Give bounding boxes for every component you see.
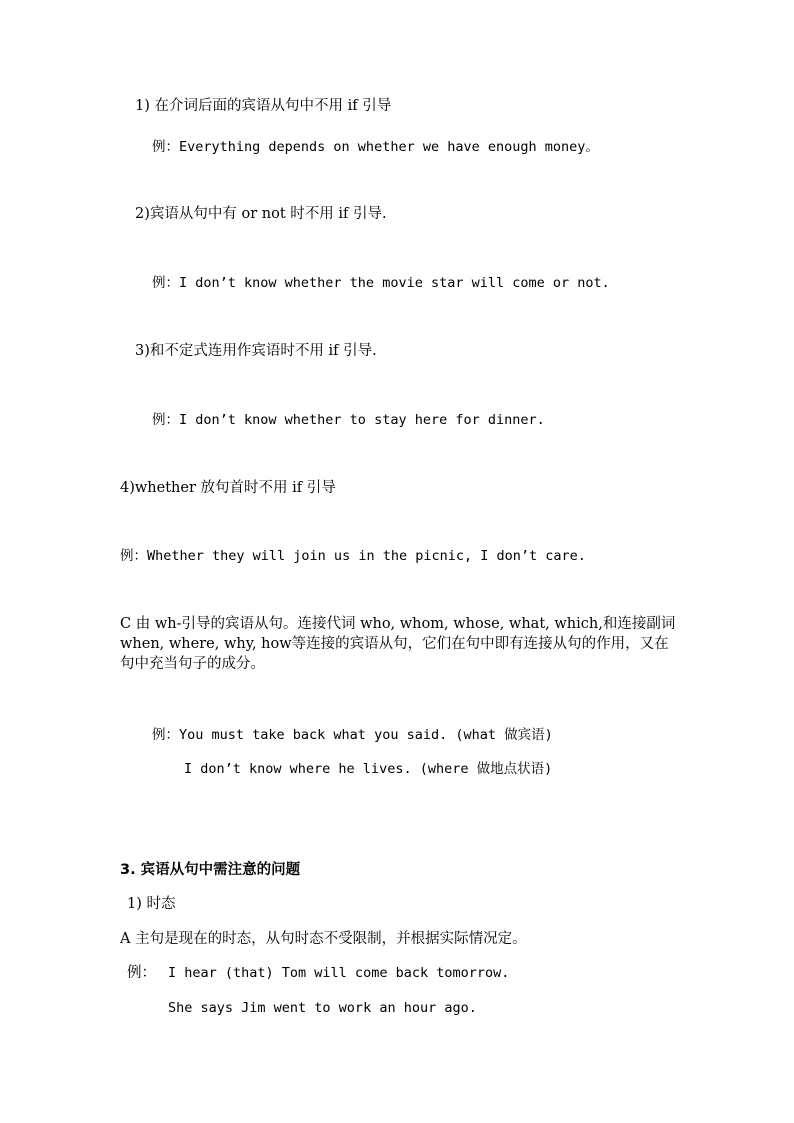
rule-1-title: 1) 在介词后面的宾语从句中不用 if 引导: [135, 98, 392, 114]
section-c-paragraph: C 由 wh-引导的宾语从句。连接代词 who, whom, whose, what, which,和连接副词 when, where, why, how等连接的宾语从句，它们在句中即有连接从句的作用，又在句中充当句子的成分。: [120, 616, 676, 672]
section-3-example-label: 例：: [127, 965, 156, 981]
section-3-sub-1: 1) 时态: [127, 896, 176, 912]
section-3-heading: 3. 宾语从句中需注意的问题: [120, 862, 301, 878]
rule-4-example: 例：Whether they will join us in the picnic, I don’t care.: [120, 548, 586, 564]
rule-4-title: 4)whether 放句首时不用 if 引导: [120, 480, 336, 496]
rule-2-title: 2)宾语从句中有 or not 时不用 if 引导.: [135, 206, 387, 222]
section-c-example-1: 例：You must take back what you said. (what 做宾语): [152, 727, 553, 743]
rule-2-example: 例：I don’t know whether the movie star will come or not.: [152, 275, 610, 291]
section-3-example-2: She says Jim went to work an hour ago.: [168, 1000, 477, 1016]
section-3-example-1: I hear (that) Tom will come back tomorrow.: [168, 965, 510, 981]
rule-3-example: 例：I don’t know whether to stay here for dinner.: [152, 412, 545, 428]
rule-1-example: 例：Everything depends on whether we have enough money。: [152, 139, 599, 155]
section-3-rule-a: A 主句是现在的时态，从句时态不受限制，并根据实际情况定。: [120, 931, 527, 947]
section-c-example-2: I don’t know where he lives. (where 做地点状语): [184, 761, 553, 777]
rule-3-title: 3)和不定式连用作宾语时不用 if 引导.: [135, 343, 377, 359]
